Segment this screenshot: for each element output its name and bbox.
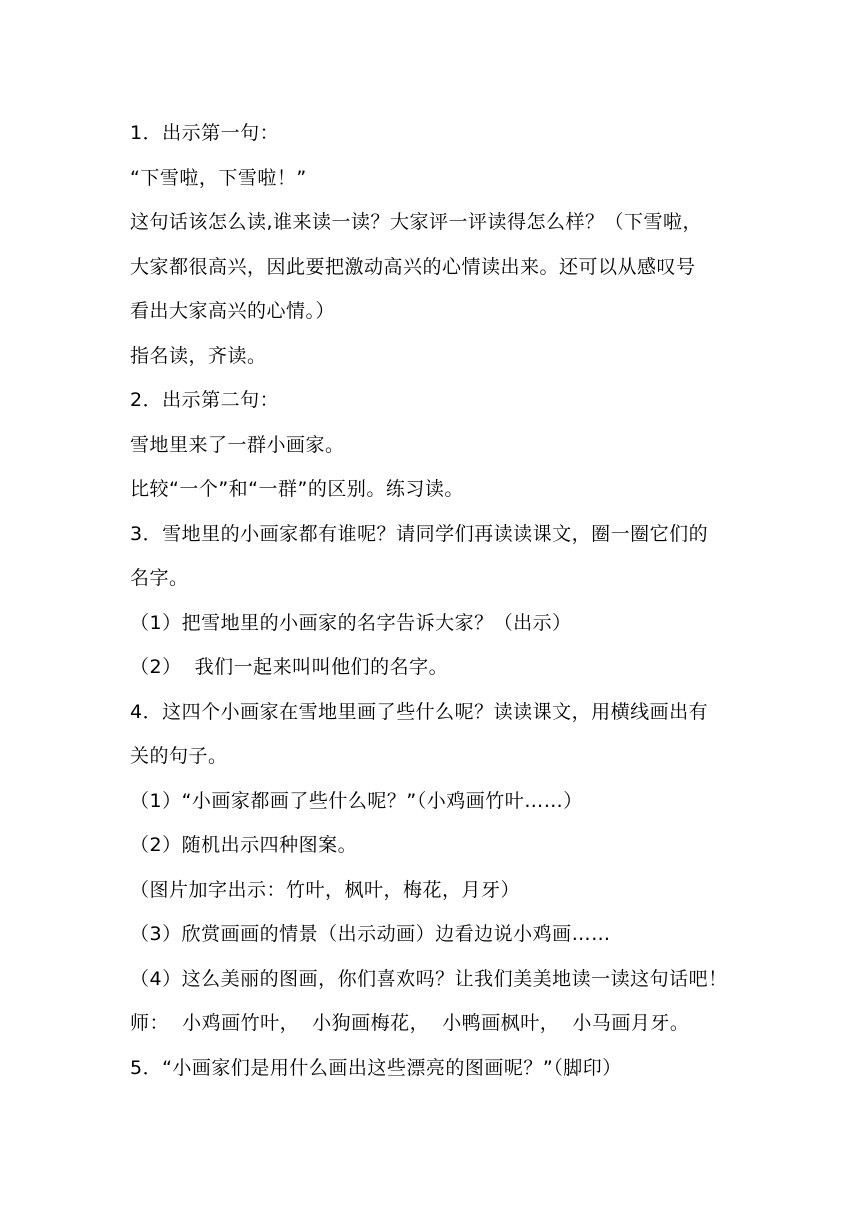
paragraph-line: 雪地里来了一群小画家。 bbox=[130, 433, 345, 456]
paragraph-line: 看出大家高兴的心情。） bbox=[130, 300, 336, 322]
paragraph-line: （图片加字出示：竹叶，枫叶，梅花，月牙） bbox=[130, 878, 521, 901]
paragraph-line: 指名读，齐读。 bbox=[130, 344, 267, 367]
paragraph-line: 关的句子。 bbox=[130, 745, 228, 767]
section-heading-2: 2．出示第二句： bbox=[130, 389, 280, 411]
section-heading-3: 3．雪地里的小画家都有谁呢？请同学们再读读课文，圈一圈它们的 bbox=[130, 522, 709, 545]
paragraph-line: 师： 小鸡画竹叶， 小狗画梅花， 小鸭画枫叶， 小马画月牙。 bbox=[130, 1012, 690, 1034]
section-heading-5: 5．“小画家们是用什么画出这些漂亮的图画呢？”（脚印） bbox=[130, 1056, 622, 1079]
paragraph-line: 比较“一个”和“一群”的区别。练习读。 bbox=[130, 478, 464, 500]
section-heading-1: 1．出示第一句： bbox=[130, 122, 280, 144]
list-item: （3）欣赏画画的情景（出示动画）边看边说小鸡画…… bbox=[130, 923, 611, 945]
quoted-sentence: “下雪啦，下雪啦！” bbox=[130, 166, 307, 189]
paragraph-line: 这句话该怎么读,谁来读一读？大家评一评读得怎么样？（下雪啦， bbox=[130, 211, 703, 233]
paragraph-line: 大家都很高兴，因此要把激动高兴的心情读出来。还可以从感叹号 bbox=[130, 255, 696, 278]
paragraph-line: 名字。 bbox=[130, 567, 189, 589]
list-item: （1）“小画家都画了些什么呢？”（小鸡画竹叶……） bbox=[130, 789, 583, 812]
list-item: （4）这么美丽的图画，你们喜欢吗？让我们美美地读一读这句话吧！ bbox=[130, 967, 728, 990]
document-body bbox=[130, 111, 750, 1090]
list-item: （2）随机出示四种图案。 bbox=[130, 834, 358, 856]
list-item: （2） 我们一起来叫叫他们的名字。 bbox=[130, 656, 449, 678]
list-item: （1）把雪地里的小画家的名字告诉大家？（出示） bbox=[130, 611, 572, 634]
section-heading-4: 4．这四个小画家在雪地里画了些什么呢？读读课文，用横线画出有 bbox=[130, 700, 709, 723]
